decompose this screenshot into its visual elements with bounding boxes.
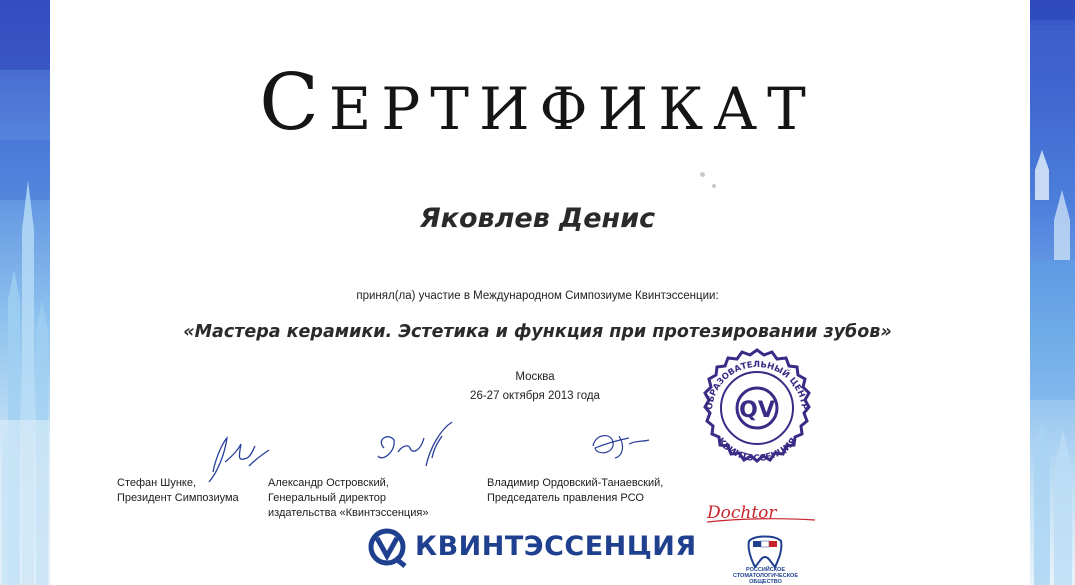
paper-speck: [712, 184, 716, 188]
dochtor-logo-icon: [705, 500, 817, 526]
signatory-line: Стефан Шунке,: [117, 477, 197, 489]
signatory-line: Александр Островский,: [268, 477, 389, 489]
title-rest: ЕРТИФИКАТ: [328, 75, 816, 143]
quintessence-logo-icon: [365, 528, 411, 568]
signatory-line: Председатель правления РСО: [487, 492, 644, 504]
signatory-ostrovsky: [268, 476, 428, 521]
title-initial: С: [259, 58, 329, 148]
seal-bottom-text: КВИНТЭССЕНЦИЯ: [715, 436, 799, 465]
participation-text: принял(ла) участие в Международном Симпозиуме Квинтэссенции:: [356, 290, 719, 302]
signatory-ordovsky: [487, 476, 663, 506]
partner-logo-text: Dochtor: [707, 503, 777, 523]
education-center-seal-icon: [692, 347, 822, 477]
signature-ordovsky: [585, 426, 655, 466]
signatory-line: Президент Симпозиума: [117, 492, 239, 504]
signatory-schunke: [117, 476, 239, 506]
recipient-name: Яковлев Денис: [419, 203, 656, 234]
event-city: Москва: [515, 371, 555, 383]
event-dates: 26-27 октября 2013 года: [470, 390, 600, 402]
signatory-line: издательства «Квинтэссенция»: [268, 507, 429, 519]
signatory-line: Генеральный директор: [268, 492, 386, 504]
event-title: «Мастера керамики. Эстетика и функция при протезировании зубов»: [183, 322, 892, 342]
rso-logo-text: РОССИЙСКОЕ СТОМАТОЛОГИЧЕСКОЕ ОБЩЕСТВО: [733, 567, 798, 585]
seal-monogram: QV: [739, 398, 775, 423]
certificate-title: [0, 58, 1075, 148]
signature-ostrovsky: [368, 418, 463, 478]
seal-top-text: ОБРАЗОВАТЕЛЬНЫЙ ЦЕНТР: [704, 359, 810, 411]
paper-speck: [700, 172, 705, 177]
signatory-line: Владимир Ордовский-Танаевский,: [487, 477, 664, 489]
brand-name: КВИНТЭССЕНЦИЯ: [415, 531, 697, 562]
